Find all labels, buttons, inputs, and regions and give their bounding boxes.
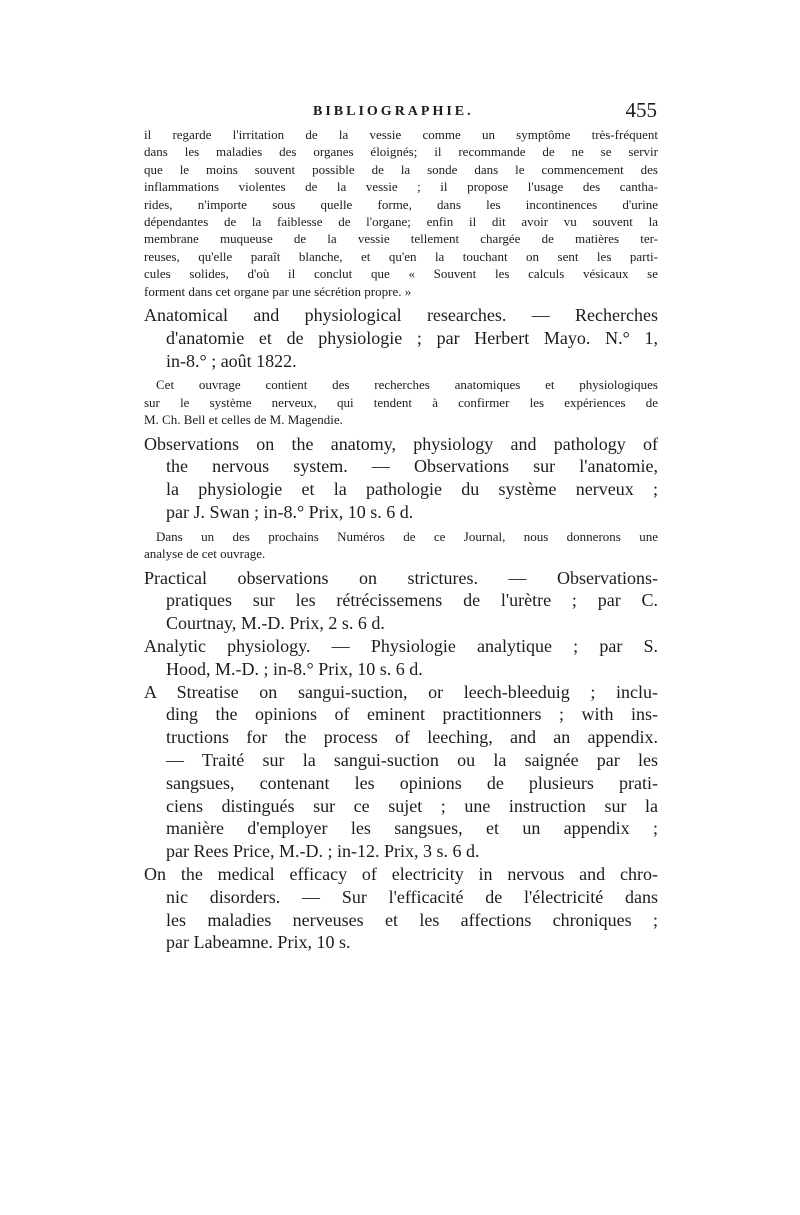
running-title: BIBLIOGRAPHIE. — [313, 104, 474, 119]
text-line: sur le système nerveux, qui tendent à confirmer les expériences de — [144, 394, 658, 410]
bibliography-entry — [144, 433, 658, 524]
entry-line: pratiques sur les rétrécissemens de l'urètre ; par C. — [166, 590, 658, 611]
entry-line: Practical observations on strictures. — Observations- — [144, 567, 658, 588]
bibliography-entry — [144, 863, 658, 954]
bibliography-entry — [144, 635, 658, 681]
entry-line: ding the opinions of eminent practitionners ; with ins- — [166, 704, 658, 725]
entry-line: Anatomical and physiological researches. — Recherches — [144, 305, 658, 326]
intro-paragraph — [144, 126, 658, 300]
text-line: il regarde l'irritation de la vessie comme un symptôme très-fréquent — [144, 127, 658, 142]
bibliography-entry — [144, 304, 658, 372]
text-line: que le moins souvent possible de la sonde dans le commencement des — [144, 161, 658, 177]
entry-line: A Streatise on sangui-suction, or leech-bleeduig ; inclu- — [144, 681, 658, 702]
text-line: Dans un des prochains Numéros de ce Journal, nous donnerons une — [156, 528, 658, 544]
entry-line: nic disorders. — Sur l'efficacité de l'électricité dans — [166, 886, 658, 907]
text-line: cules solides, d'où il conclut que « Souvent les calculs vésicaux se — [144, 266, 658, 282]
entry-line: — Traité sur la sangui-suction ou la saignée par les — [166, 750, 658, 771]
entry-line: Hood, M.-D. ; in-8.° Prix, 10 s. 6 d. — [166, 658, 423, 679]
entry-line: Courtnay, M.-D. Prix, 2 s. 6 d. — [166, 613, 385, 634]
text-line: M. Ch. Bell et celles de M. Magendie. — [144, 412, 343, 428]
entry-line: manière d'employer les sangsues, et un appendix ; — [166, 818, 658, 839]
entry-line: tructions for the process of leeching, and an appendix. — [166, 727, 658, 748]
bibliography-entry — [144, 567, 658, 635]
entry-note — [144, 376, 658, 428]
entry-line: the nervous system. — Observations sur l'anatomie, — [166, 456, 658, 477]
entry-line: par Labeamne. Prix, 10 s. — [166, 932, 351, 953]
entry-note — [144, 528, 658, 563]
entry-line: la physiologie et la pathologie du système nerveux ; — [166, 479, 658, 500]
entry-line: sangsues, contenant les opinions de plusieurs prati- — [166, 772, 658, 793]
entry-line: par J. Swan ; in-8.° Prix, 10 s. 6 d. — [166, 502, 414, 523]
entry-line: par Rees Price, M.-D. ; in-12. Prix, 3 s. 6 d. — [166, 841, 480, 862]
entry-line: On the medical efficacy of electricity in nervous and chro- — [144, 864, 658, 885]
text-line: analyse de cet ouvrage. — [144, 546, 266, 562]
text-line: Cet ouvrage contient des recherches anatomiques et physiologiques — [156, 377, 658, 393]
entry-line: les maladies nerveuses et les affections chroniques ; — [166, 909, 658, 930]
page-header — [145, 98, 657, 124]
text-line: dans les maladies des organes éloignés; il recommande de ne se servir — [144, 144, 658, 160]
entry-line: Analytic physiology. — Physiologie analytique ; par S. — [144, 636, 658, 657]
text-line: rides, n'importe sous quelle forme, dans les incontinences d'urine — [144, 196, 658, 212]
entry-line: ciens distingués sur ce sujet ; une instruction sur la — [166, 795, 658, 816]
text-line: dépendantes de la faiblesse de l'organe; enfin il dit avoir vu souvent la — [144, 214, 658, 230]
bibliography-entry — [144, 681, 658, 863]
text-line: membrane muqueuse de la vessie tellement chargée de matières ter- — [144, 231, 658, 247]
page-number: 455 — [625, 98, 657, 122]
entry-line: Observations on the anatomy, physiology and pathology of — [144, 433, 658, 454]
text-line: inflammations violentes de la vessie ; il propose l'usage des cantha- — [144, 179, 658, 195]
entry-line: d'anatomie et de physiologie ; par Herbert Mayo. N.° 1, — [166, 327, 658, 348]
text-line: forment dans cet organe par une sécrétion propre. » — [144, 283, 412, 299]
text-line: reuses, qu'elle paraît blanche, et qu'en la touchant on sent les parti- — [144, 248, 658, 264]
page-body — [144, 126, 658, 954]
entry-line: in-8.° ; août 1822. — [166, 350, 297, 371]
